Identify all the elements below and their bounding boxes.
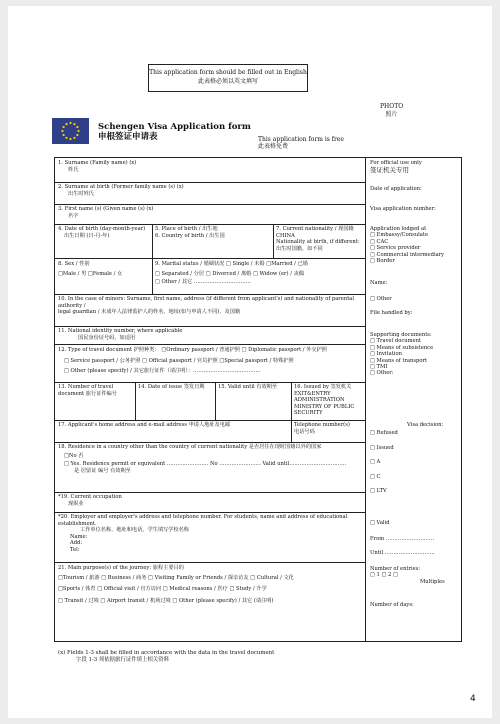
label: Number of entries: [370, 566, 421, 572]
type-a-option: □ A [370, 459, 381, 465]
value-4: SECURITY [294, 410, 323, 416]
opt: □ CAC [370, 238, 389, 245]
label-cn: 名字 [68, 212, 79, 219]
col-divider [135, 382, 136, 420]
label: 4. Date of birth (day-month-year) [58, 226, 146, 232]
field-date-of-birth[interactable] [58, 226, 150, 239]
free-en: This application form is free [258, 136, 344, 143]
label: 21. Main purpose(s) of the journey: 旅程主要目的 [58, 565, 184, 571]
field-first-name[interactable] [58, 206, 153, 219]
footnote-en: (x) Fields 1-3 shall be filled in accordance with the data in the travel document [58, 650, 275, 656]
label-cn: 工作单位名称、地址和电话，学生填写学校名称 [80, 527, 189, 533]
label-cn: 现职业 [68, 500, 84, 507]
application-lodged [370, 226, 444, 264]
row-divider [55, 204, 365, 205]
options: □ Separated / 分居 □ Divorced / 离婚 □ Widow (er) / 丧偶 [155, 270, 304, 277]
col-divider [273, 224, 274, 258]
field-valid-until[interactable]: 15. Valid until 有效期至 [218, 384, 278, 390]
opt: □ Other: [370, 370, 394, 377]
label-b: legal guardian / 未成年人法律监护人的姓名、地址(如与申请人不同)、及国籍 [58, 309, 241, 315]
label-b: Nationality at birth, if different: [276, 239, 360, 245]
opt: □ Invitation [370, 351, 402, 358]
label-cn: 出生时国籍，如不同 [276, 245, 323, 252]
label-cn: 姓氏 [68, 166, 79, 173]
notice-cn: 此表格必须以英文填写 [197, 78, 258, 85]
opt: □ Means of subsistence [370, 344, 434, 351]
label: *19. Current occupation [58, 494, 122, 500]
value-3: MINISTRY OF PUBLIC [294, 403, 355, 410]
field-home-address[interactable]: 17. Applicant's home address and e-mail address 申请人地址及电邮 [58, 422, 231, 428]
value-1: EXIT&ENTRY [294, 390, 331, 397]
label: Application lodged at [370, 226, 427, 232]
free-cn: 此表格免费 [258, 143, 289, 150]
option-yes: □ Yes. Residence permit or equivalent …………………… No …………………… Valid until…………………………… [64, 461, 347, 467]
label-cn: 电话号码 [294, 428, 315, 435]
opt: □ TMI [370, 364, 388, 371]
opt: □ Embassy/Consulate [370, 232, 429, 239]
label-country: 6. Country of birth / 出生国 [155, 232, 225, 239]
field-marital-status[interactable] [155, 261, 365, 286]
row-divider [55, 182, 365, 183]
label: Supporting documents: [370, 332, 432, 338]
page-number: 4 [470, 694, 476, 704]
label: 18. Residence in a country other than the country of current nationality 是否居住在现时国籍以外的国家 [58, 444, 322, 450]
number-of-entries [370, 566, 445, 585]
row-divider [55, 382, 365, 383]
address-label: Add: [70, 540, 83, 546]
col-divider [152, 258, 153, 294]
label: 7. Current nationality / 现国籍 CHINA [276, 226, 354, 239]
row-divider [55, 442, 365, 443]
valid-option: □ Valid [370, 520, 390, 526]
footnote [58, 650, 274, 664]
label: Telephone number(s) [294, 422, 350, 428]
other-option: □ Other [370, 296, 392, 302]
col-divider [152, 224, 153, 258]
opt: □ Travel document [370, 338, 421, 345]
label: 5. Place of birth / 出生地 [155, 226, 218, 232]
field-date-of-issue[interactable]: 14. Date of issue 签发日期 [138, 384, 205, 390]
label: 8. Sex / 性别 [58, 261, 90, 267]
option-no: □No 否 [64, 452, 84, 459]
value-2: ADMINISTRATION [294, 397, 345, 403]
row-divider [55, 420, 365, 421]
application-table [54, 157, 462, 642]
label: 2. Surname at birth (Former family name (s) (x) [58, 184, 184, 190]
col-divider [215, 382, 216, 420]
number-of-days: Number of days: [370, 602, 414, 608]
footnote-cn: 字段 1-3 须依据旅行证件填上相关资料 [76, 657, 169, 663]
field-minors[interactable] [58, 296, 363, 316]
label: 12. Type of travel document 护照种类： □Ordinary passport / 普通护照 □ Diplomatic passport / 外交护照 [58, 347, 327, 353]
col-divider [291, 382, 292, 420]
issued-option: □ Issued [370, 445, 394, 451]
visa-application-number: Visa application number: [370, 206, 436, 212]
row-divider [55, 326, 365, 327]
supporting-documents [370, 332, 433, 377]
label: 3. First name (s) (Given name (s) (x) [58, 206, 154, 212]
label: For official use only [370, 160, 422, 166]
field-occupation[interactable] [58, 494, 122, 507]
field-travel-document-number[interactable]: 13. Number of travel document 旅行证件编号 [58, 384, 117, 397]
label-cn: 签证机关专用 [370, 166, 409, 175]
options-other: □ Other (please specify) / 其它旅行证件（请注明）：………………………………… [64, 368, 261, 374]
field-surname-at-birth[interactable] [58, 184, 184, 197]
label-cn: 出生时姓氏 [68, 190, 94, 197]
field-travel-document-type[interactable] [58, 347, 363, 375]
file-handled-by: File handled by: [370, 310, 413, 316]
eu-flag-icon [52, 118, 89, 144]
notice-en: This application form should be filled out in English [149, 69, 307, 76]
options-1: □Tourism / 旅游 □ Business / 商务 □ Visiting Family or Friends / 探亲访友 □ Cultural / 文化 [58, 574, 294, 581]
opt: □ Service provider [370, 245, 421, 252]
field-employer[interactable] [58, 514, 363, 553]
name-label: Name: [370, 280, 388, 286]
field-residence[interactable] [58, 444, 363, 474]
ltv-option: □ LTV [370, 488, 387, 494]
title-en: Schengen Visa Application form [98, 122, 251, 132]
options-other: □ Other / 其它 …………………………… [155, 279, 251, 285]
visa-decision: Visa decision: [407, 422, 444, 428]
type-c-option: □ C [370, 474, 381, 480]
tel-label: Tel: [70, 546, 80, 553]
opt: □ Commercial intermediary [370, 251, 445, 258]
field-national-id[interactable] [58, 328, 182, 341]
free-note [258, 136, 344, 150]
name-label: Name: [70, 533, 88, 540]
form-title [98, 122, 251, 142]
options: □Male / 男 □Female / 女 [58, 270, 123, 277]
row-divider [55, 224, 365, 225]
title-cn: 申根签证申请表 [98, 132, 158, 142]
field-telephone[interactable] [294, 422, 364, 435]
label: 11. National identity number, where applicable [58, 328, 183, 334]
row-divider [55, 512, 365, 513]
row-divider [55, 344, 365, 345]
label: 9. Marital status / 婚姻状况 □ Single / 未婚 □Married / 已婚 [155, 261, 308, 267]
options-2: □Sports / 体育 □ Official visit / 官方访问 □ Medical reasons / 医疗 □ Study / 升学 [58, 586, 267, 592]
label-cn: 出生日期 (日-月-年) [64, 232, 110, 239]
label-cn: 国民身份证号码，如适用 [78, 334, 136, 341]
english-notice-box [148, 64, 308, 92]
field-place-of-birth[interactable] [155, 226, 270, 239]
field-sex[interactable] [58, 261, 150, 277]
photo-en: PHOTO [380, 103, 404, 110]
field-surname[interactable] [58, 160, 136, 173]
row-divider [55, 258, 365, 259]
photo-cn: 照片 [385, 111, 398, 118]
label: 10. In the case of minors: Surname, first name, address (if different from applicant's) and nationality of parental authority / [58, 296, 355, 309]
field-issued-by[interactable] [294, 384, 364, 417]
field-nationality[interactable] [276, 226, 364, 252]
label: 1. Surname (Family name) (x) [58, 160, 137, 166]
label: 16. Issued by 签发机关 [294, 384, 352, 390]
valid-until: Until ……………………….. [370, 550, 435, 556]
row-divider [55, 562, 365, 563]
photo-label [380, 103, 403, 119]
date-of-application: Date of application: [370, 186, 422, 192]
opt: Multiples [420, 578, 445, 585]
opt: □ 1 □ 2 □ [370, 572, 398, 579]
valid-from: From ………………………. [370, 536, 435, 542]
row-divider [55, 294, 365, 295]
official-use-header [370, 160, 422, 174]
option-yes-cn: 是 居留证 编号 有效期至 [74, 467, 131, 474]
opt: □ Means of transport [370, 357, 428, 364]
refused-option: □ Refused [370, 430, 398, 436]
field-purpose[interactable] [58, 565, 363, 604]
row-divider [55, 492, 365, 493]
opt: □ Border [370, 258, 395, 265]
label: *20. Employer and employer's address and telephone number. For students, name and address of educational establishment. [58, 514, 348, 527]
options-3: □ Transit / 过境 □ Airport transit / 机场过境 □ Other (please specify) / 其它 (请注明) [58, 597, 274, 604]
col-divider [291, 420, 292, 442]
options: □ Service passport / 公务护照 □ Official passport / 官员护照 □Special passport / 特殊护照 [64, 357, 294, 364]
side-divider [365, 158, 366, 641]
